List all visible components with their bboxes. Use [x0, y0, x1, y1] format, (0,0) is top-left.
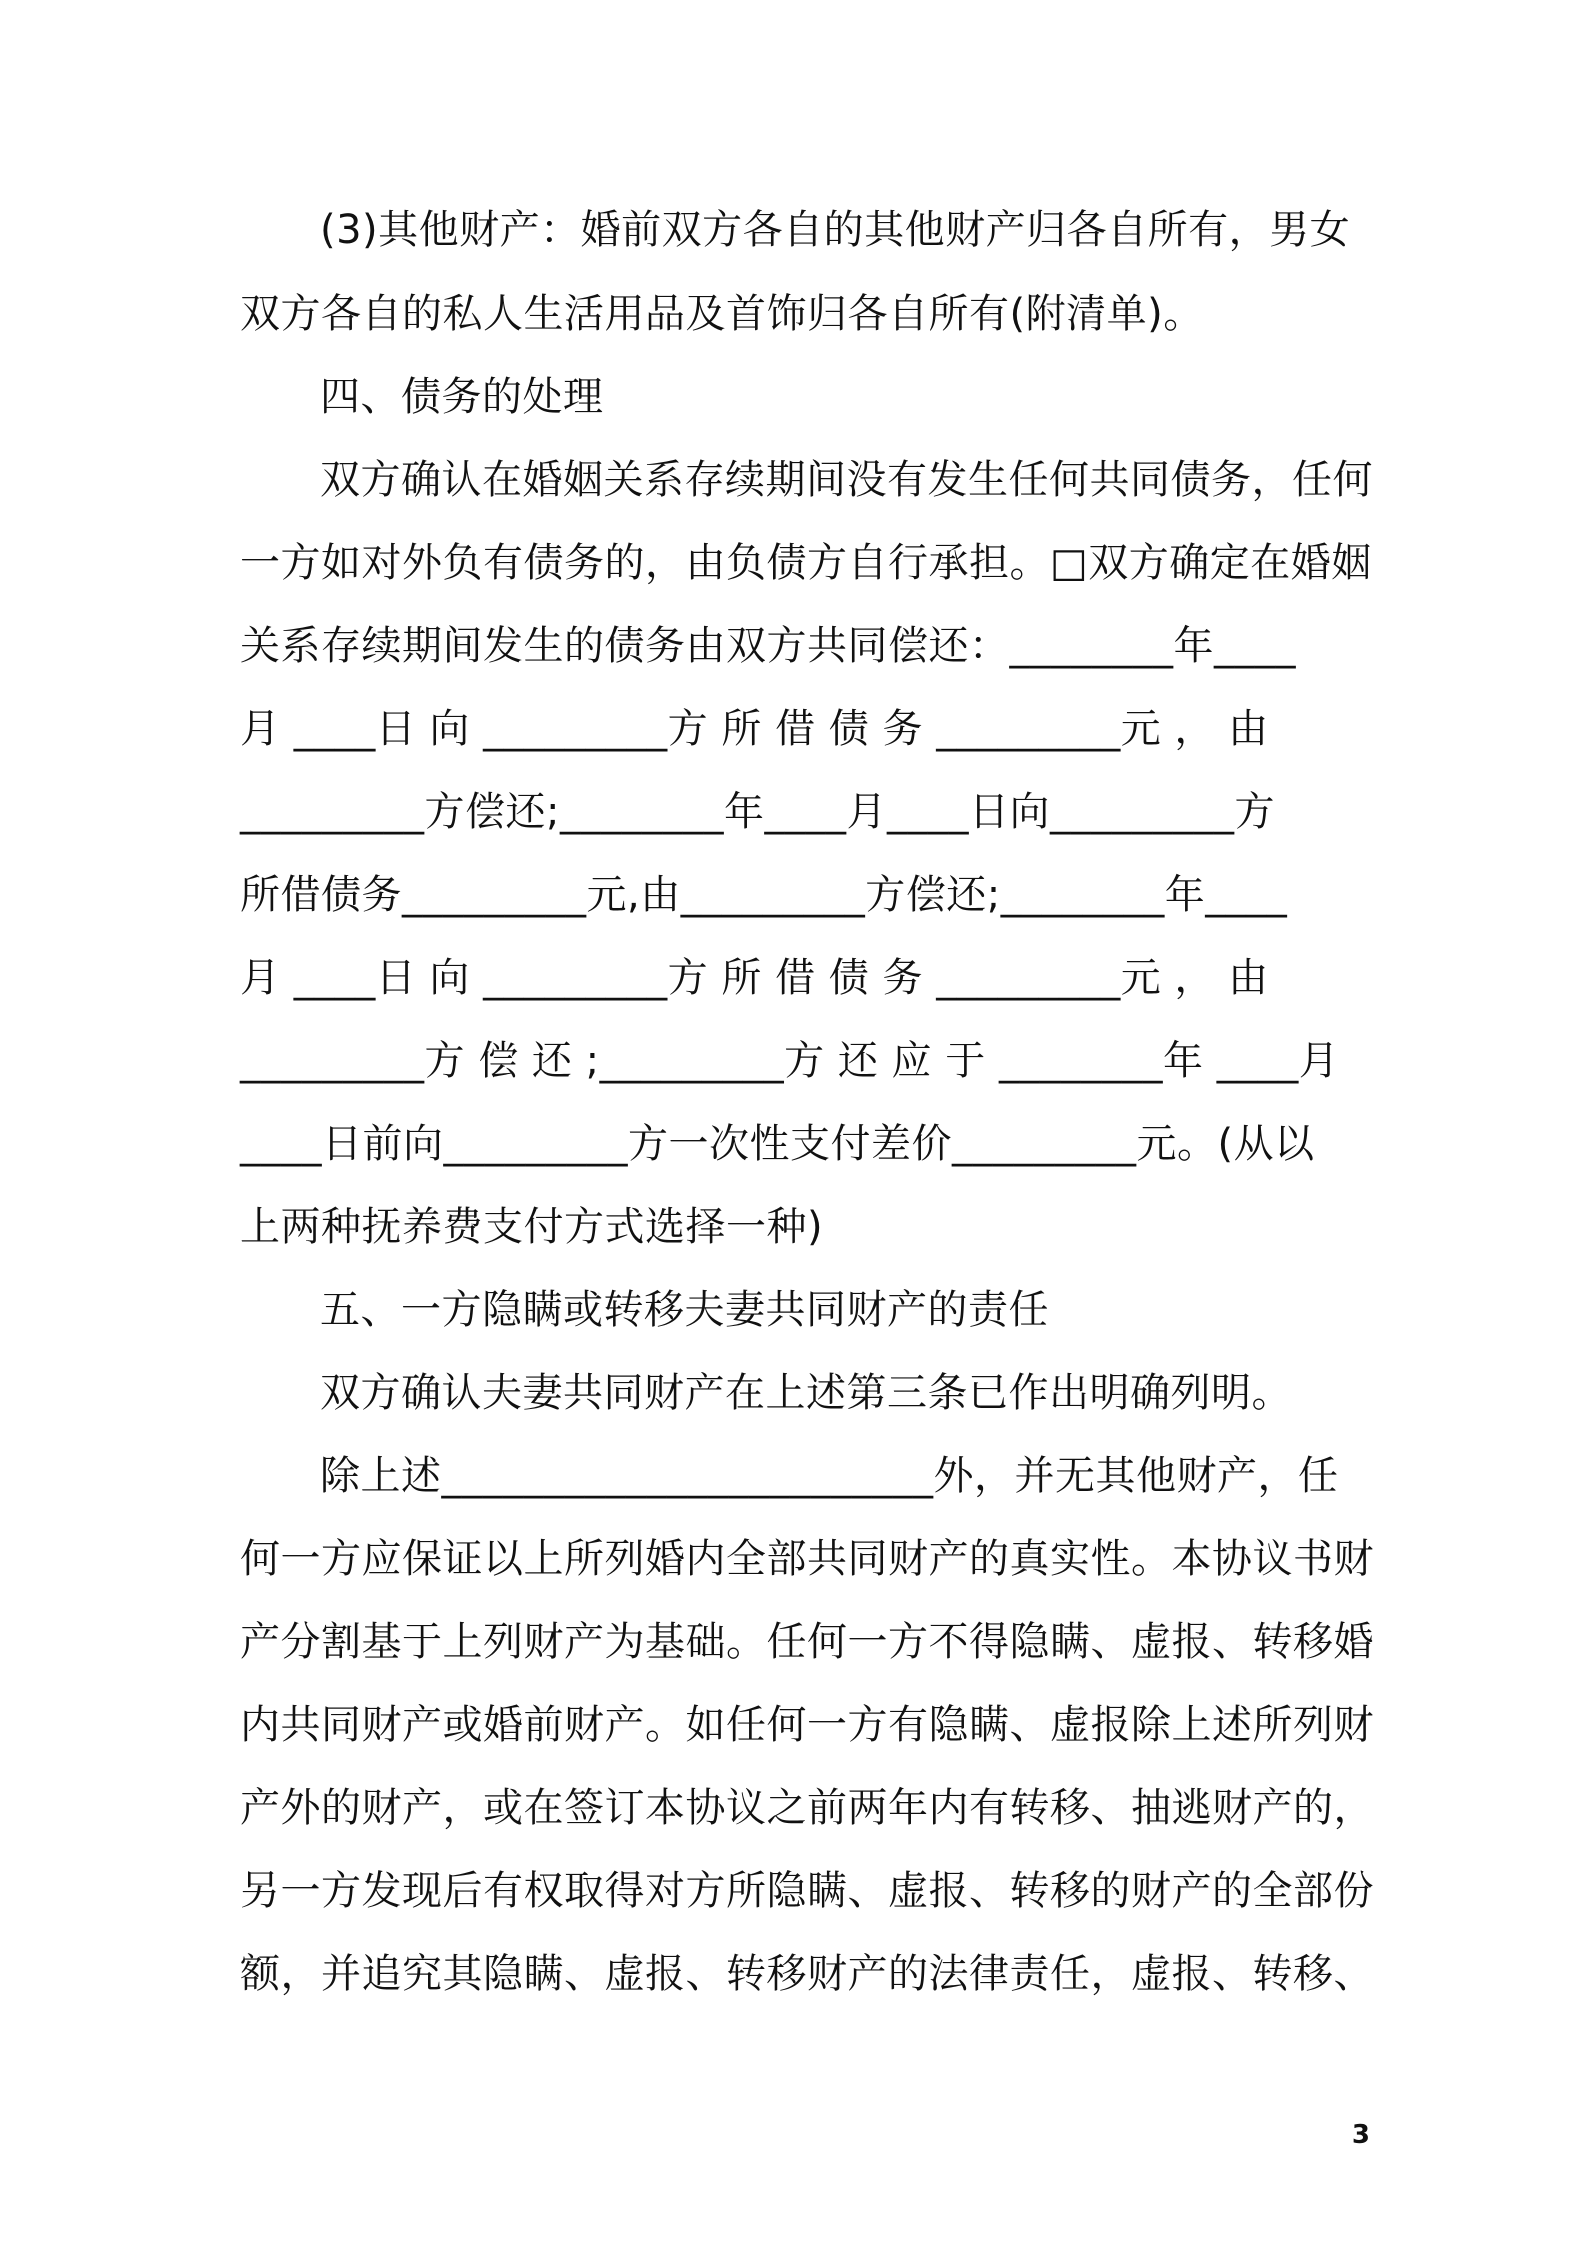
section-heading: 五、一方隐瞒或转移夫妻共同财产的责任 [320, 1287, 1049, 1333]
text-line: (3)其他财产：婚前双方各自的其他财产归各自所有，男女 [320, 207, 1351, 253]
text-line: 上两种抚养费支付方式选择一种) [240, 1204, 824, 1250]
text-line: 双方确认在婚姻关系存续期间没有发生任何共同债务，任何 [320, 457, 1373, 503]
section-heading: 四、债务的处理 [320, 374, 604, 420]
text-line: 何一方应保证以上所列婚内全部共同财产的真实性。本协议书财 [240, 1536, 1374, 1582]
text-line: 双方确认夫妻共同财产在上述第三条已作出明确列明。 [320, 1370, 1292, 1416]
text-line: 月 ____日 向 _________方 所 借 债 务 _________元 ， 由 [240, 706, 1269, 752]
text-line: 除上述________________________外，并无其他财产，任 [320, 1453, 1339, 1499]
text-line: 额，并追究其隐瞒、虚报、转移财产的法律责任，虚报、转移、 [240, 1951, 1374, 1997]
text-line: ____日前向_________方一次性支付差价_________元。(从以 [240, 1121, 1315, 1167]
text-line: 关系存续期间发生的债务由双方共同偿还：________年____ [240, 623, 1296, 669]
text-line: 所借债务_________元,由_________方偿还;________年____ [240, 872, 1288, 918]
text-line: _________方 偿 还 ;_________方 还 应 于 ________年 ____月 [240, 1038, 1340, 1084]
text-line: _________方偿还;________年____月____日向_________方 [240, 789, 1275, 835]
text-line: 一方如对外负有债务的，由负债方自行承担。□双方确定在婚姻 [240, 540, 1372, 586]
text-line: 产外的财产，或在签订本协议之前两年内有转移、抽逃财产的， [240, 1785, 1374, 1831]
text-line: 双方各自的私人生活用品及首饰归各自所有(附清单)。 [240, 291, 1204, 337]
text-line: 产分割基于上列财产为基础。任何一方不得隐瞒、虚报、转移婚 [240, 1619, 1374, 1665]
text-line: 月 ____日 向 _________方 所 借 债 务 _________元 ， 由 [240, 955, 1269, 1001]
text-line: 内共同财产或婚前财产。如任何一方有隐瞒、虚报除上述所列财 [240, 1702, 1374, 1748]
page-number: 3 [1351, 2120, 1370, 2150]
text-line: 另一方发现后有权取得对方所隐瞒、虚报、转移的财产的全部份 [240, 1868, 1374, 1914]
